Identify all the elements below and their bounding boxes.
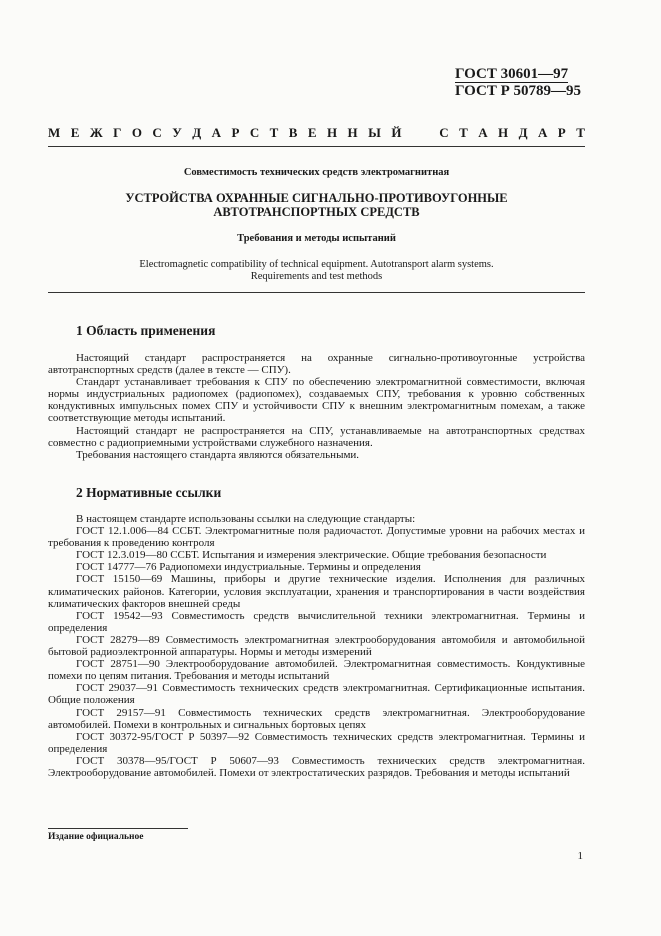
banner-letter: Т [269, 125, 279, 140]
banner-letter: Й [391, 125, 402, 140]
banner-letter: Н [326, 125, 338, 140]
main-title [48, 191, 585, 219]
reference-item: ГОСТ 29157—91 Совместимость технических средств электромагнитная. Электрооборудование автомобилей. Помехи в контрольных и сигнальных бортовых цепях [48, 706, 585, 731]
english-title-line-2: Requirements and test methods [250, 271, 383, 282]
banner-letter: М [48, 125, 61, 140]
main-title-line-2: АВТОТРАНСПОРТНЫХ СРЕДСТВ [213, 205, 420, 219]
section-1-body [48, 352, 585, 461]
banner-letter: Д [518, 125, 528, 140]
reference-item: ГОСТ 15150—69 Машины, приборы и другие технические изделия. Исполнения для различных климатических районов. Категории, условия эксплуатации, хранения и транспортирования в части воздействия климатических факторов внешней среды [48, 573, 585, 610]
paragraph: Настоящий стандарт распространяется на охранные сигнально-противоугонные устройства автотранспортных средств (далее в тексте — СПУ). [48, 352, 585, 377]
banner-letter: Е [307, 125, 317, 140]
standard-code-1: ГОСТ 30601—97 [455, 66, 569, 82]
english-title-line-1: Electromagnetic compatibility of technical equipment. Autotransport alarm systems. [139, 259, 494, 270]
standard-codes [455, 66, 585, 99]
reference-item: ГОСТ 14777—76 Радиопомехи индустриальные. Термины и определения [76, 561, 421, 574]
banner-rule [48, 146, 585, 147]
section-2-body [48, 513, 585, 779]
banner-letter: Т [459, 125, 468, 140]
banner-letter: Н [498, 125, 509, 140]
banner-letter: О [131, 125, 142, 140]
banner-letter: Ж [89, 125, 103, 140]
banner-letter: Р [557, 125, 566, 140]
title-rule [48, 292, 585, 293]
reference-item: ГОСТ 19542—93 Совместимость средств вычислительной техники электромагнитная. Термины и определения [48, 609, 585, 634]
banner-letter: А [537, 125, 548, 140]
subject-title: Совместимость технических средств электромагнитная [183, 167, 450, 178]
reference-item: ГОСТ 30378—95/ГОСТ Р 50607—93 Совместимость технических средств электромагнитная. Электрооборудование автомобилей. Помехи от электростатических разрядов. Требования и методы испытаний [48, 754, 585, 779]
banner-letter: Ы [368, 125, 381, 140]
banner-letter: В [288, 125, 298, 140]
section-1-heading: 1 Область применения [76, 323, 216, 338]
banner-letter: Е [70, 125, 80, 140]
paragraph: Требования настоящего стандарта являются обязательными. [76, 448, 360, 461]
banner-letter: А [478, 125, 488, 140]
main-title-line-1: УСТРОЙСТВА ОХРАННЫЕ СИГНАЛЬНО-ПРОТИВОУГОННЫЕ [125, 191, 508, 205]
reference-item: ГОСТ 12.3.019—80 ССБТ. Испытания и измерения электрические. Общие требования безопасности [76, 549, 547, 562]
reference-item: ГОСТ 12.1.006—84 ССБТ. Электромагнитные поля радиочастот. Допустимые уровни на рабочих местах и требования к проведению контроля [48, 525, 585, 550]
banner-letter [412, 125, 415, 141]
interstate-standard-banner [48, 125, 585, 141]
reference-item: ГОСТ 30372-95/ГОСТ Р 50397—92 Совместимость технических средств электромагнитная. Термины и определения [48, 730, 585, 755]
subtitle: Требования и методы испытаний [237, 233, 396, 244]
banner-letter: С [439, 125, 449, 140]
banner-letter: С [249, 125, 260, 140]
page-number: 1 [577, 850, 583, 862]
paragraph: Настоящий стандарт не распространяется на СПУ, устанавливаемые на автотранспортных средствах совместно с радиоприемными устройствами служебного назначения. [48, 424, 585, 449]
paragraph: Стандарт устанавливает требования к СПУ по обеспечению электромагнитной совместимости, включая нормы индустриальных радиопомех (радиопомех), создаваемых СПУ, требования к уровню собственных кондуктивных импульсных помех СПУ и устойчивости СПУ к внешним электромагнитным помехам, а также соответствующие методы испытаний. [48, 376, 585, 425]
banner-letter: Т [576, 125, 585, 140]
reference-item: ГОСТ 28279—89 Совместимость электромагнитная электрооборудования автомобиля и автомобильной бытовой радиоэлектронной аппаратуры. Нормы и методы измерений [48, 633, 585, 659]
reference-item: ГОСТ 29037—91 Совместимость технических средств электромагнитная. Сертификационные испытания. Общие положения [48, 682, 585, 707]
english-title [48, 259, 585, 283]
banner-letter: Р [231, 125, 240, 140]
banner-letter: Г [113, 125, 122, 140]
edition-note: Издание официальное [48, 832, 144, 842]
banner-letter: Д [192, 125, 202, 140]
banner-letter: У [172, 125, 182, 140]
banner-letter [426, 125, 429, 141]
banner-letter: С [152, 125, 162, 140]
paragraph: В настоящем стандарте использованы ссылки на следующие стандарты: [76, 513, 416, 525]
standard-code-2: ГОСТ Р 50789—95 [455, 83, 582, 99]
banner-letter: Н [347, 125, 358, 140]
banner-letter: А [211, 125, 221, 140]
reference-item: ГОСТ 28751—90 Электрооборудование автомобилей. Электромагнитная совместимость. Кондуктивные помехи по цепям питания. Требования и методы испытаний [48, 658, 585, 683]
footer-rule [48, 828, 188, 829]
section-2-heading: 2 Нормативные ссылки [76, 485, 222, 500]
